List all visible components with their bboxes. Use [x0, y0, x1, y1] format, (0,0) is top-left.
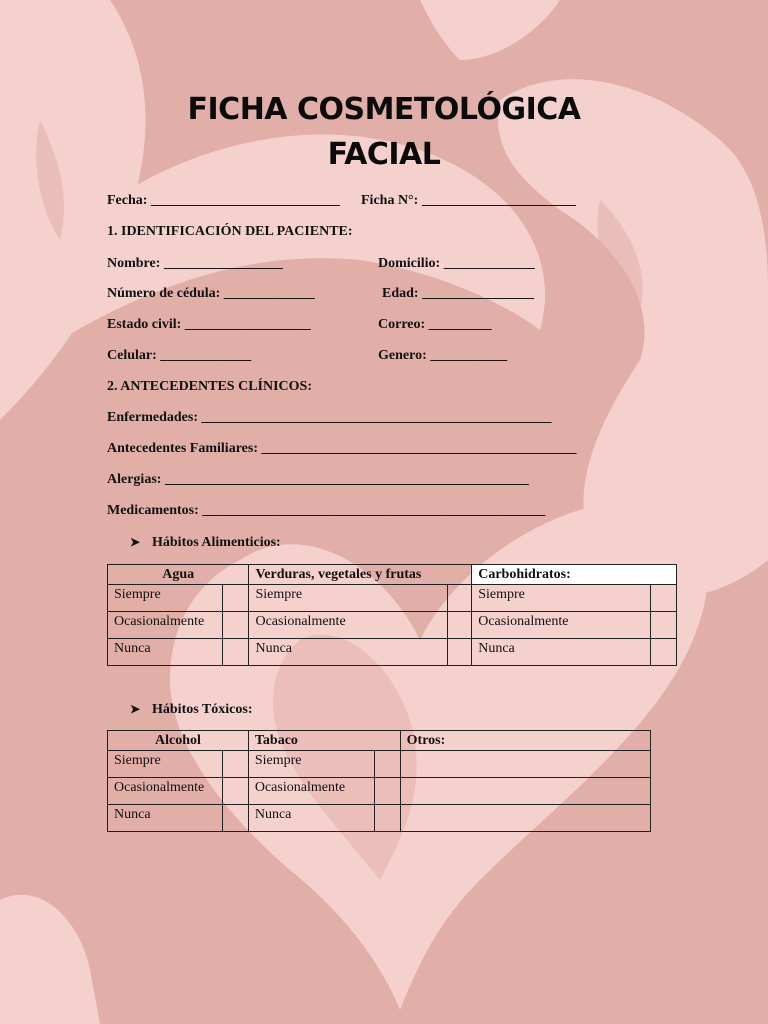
alergias-field[interactable]: Alergias: ____________________________________________________: [107, 472, 529, 487]
table-row: [108, 751, 651, 778]
checkbox-cell[interactable]: [374, 751, 400, 778]
option-label: Ocasionalmente: [248, 778, 374, 805]
nombre-field[interactable]: Nombre: _________________: [107, 256, 283, 271]
checkbox-cell[interactable]: [222, 805, 248, 832]
checkbox-cell[interactable]: [650, 639, 676, 666]
checkbox-cell[interactable]: [448, 585, 472, 612]
domicilio-field[interactable]: Domicilio: _____________: [378, 256, 535, 271]
checkbox-cell[interactable]: [223, 612, 249, 639]
habitos-toxicos-table: [107, 730, 651, 832]
cedula-field[interactable]: Número de cédula: _____________: [107, 286, 315, 301]
checkbox-cell[interactable]: [223, 585, 249, 612]
checkbox-cell[interactable]: [650, 612, 676, 639]
column-header-tabaco: Tabaco: [248, 731, 400, 751]
checkbox-cell[interactable]: [374, 778, 400, 805]
column-header-carbohidratos: Carbohidratos:: [472, 565, 677, 585]
option-label: Nunca: [108, 639, 223, 666]
ficha-number-field[interactable]: Ficha N°: ______________________: [361, 193, 576, 208]
genero-field[interactable]: Genero: ___________: [378, 348, 508, 363]
form-title: FICHA COSMETOLÓGICA: [187, 92, 581, 127]
table-row: [108, 639, 677, 666]
option-label: Nunca: [472, 639, 651, 666]
checkbox-cell[interactable]: [448, 612, 472, 639]
form-subtitle: FACIAL: [327, 137, 441, 172]
checkbox-cell[interactable]: [222, 778, 248, 805]
checkbox-cell[interactable]: [650, 585, 676, 612]
checkbox-cell[interactable]: [374, 805, 400, 832]
table-row: [108, 612, 677, 639]
option-label: Ocasionalmente: [472, 612, 651, 639]
option-label: Ocasionalmente: [108, 612, 223, 639]
edad-field[interactable]: Edad: ________________: [382, 286, 535, 301]
correo-field[interactable]: Correo: _________: [378, 317, 492, 332]
column-header-verduras: Verduras, vegetales y frutas: [249, 565, 472, 585]
option-label: Siempre: [108, 585, 223, 612]
medicamentos-field[interactable]: Medicamentos: _________________________________________________: [107, 503, 546, 518]
column-header-otros: Otros:: [400, 731, 650, 751]
antecedentes-familiares-field[interactable]: Antecedentes Familiares: _____________________________________________: [107, 441, 577, 456]
table-header-row: [108, 565, 677, 585]
option-label: Ocasionalmente: [108, 778, 223, 805]
checkbox-cell[interactable]: [223, 639, 249, 666]
celular-field[interactable]: Celular: _____________: [107, 348, 252, 363]
table-row: [108, 805, 651, 832]
otros-input-cell[interactable]: [400, 751, 650, 778]
habitos-alimenticios-heading: ➤ Hábitos Alimenticios:: [130, 535, 281, 550]
table-row: [108, 585, 677, 612]
section-antecedentes-heading: 2. ANTECEDENTES CLÍNICOS:: [107, 379, 312, 394]
habitos-alimenticios-table: [107, 564, 677, 666]
arrow-bullet-icon: ➤: [130, 702, 141, 716]
option-label: Nunca: [249, 639, 448, 666]
section-identificacion-heading: 1. IDENTIFICACIÓN DEL PACIENTE:: [107, 224, 353, 239]
option-label: Siempre: [472, 585, 651, 612]
estado-civil-field[interactable]: Estado civil: __________________: [107, 317, 311, 332]
arrow-bullet-icon: ➤: [130, 535, 141, 549]
otros-input-cell[interactable]: [400, 805, 650, 832]
option-label: Siempre: [108, 751, 223, 778]
column-header-alcohol: Alcohol: [108, 731, 249, 751]
otros-input-cell[interactable]: [400, 778, 650, 805]
habitos-toxicos-heading: ➤ Hábitos Tóxicos:: [130, 702, 253, 717]
option-label: Nunca: [108, 805, 223, 832]
table-header-row: [108, 731, 651, 751]
checkbox-cell[interactable]: [222, 751, 248, 778]
enfermedades-field[interactable]: Enfermedades: __________________________________________________: [107, 410, 552, 425]
checkbox-cell[interactable]: [448, 639, 472, 666]
option-label: Ocasionalmente: [249, 612, 448, 639]
option-label: Siempre: [248, 751, 374, 778]
table-row: [108, 778, 651, 805]
option-label: Siempre: [249, 585, 448, 612]
option-label: Nunca: [248, 805, 374, 832]
fecha-field[interactable]: Fecha: ___________________________: [107, 193, 340, 208]
column-header-agua: Agua: [108, 565, 249, 585]
